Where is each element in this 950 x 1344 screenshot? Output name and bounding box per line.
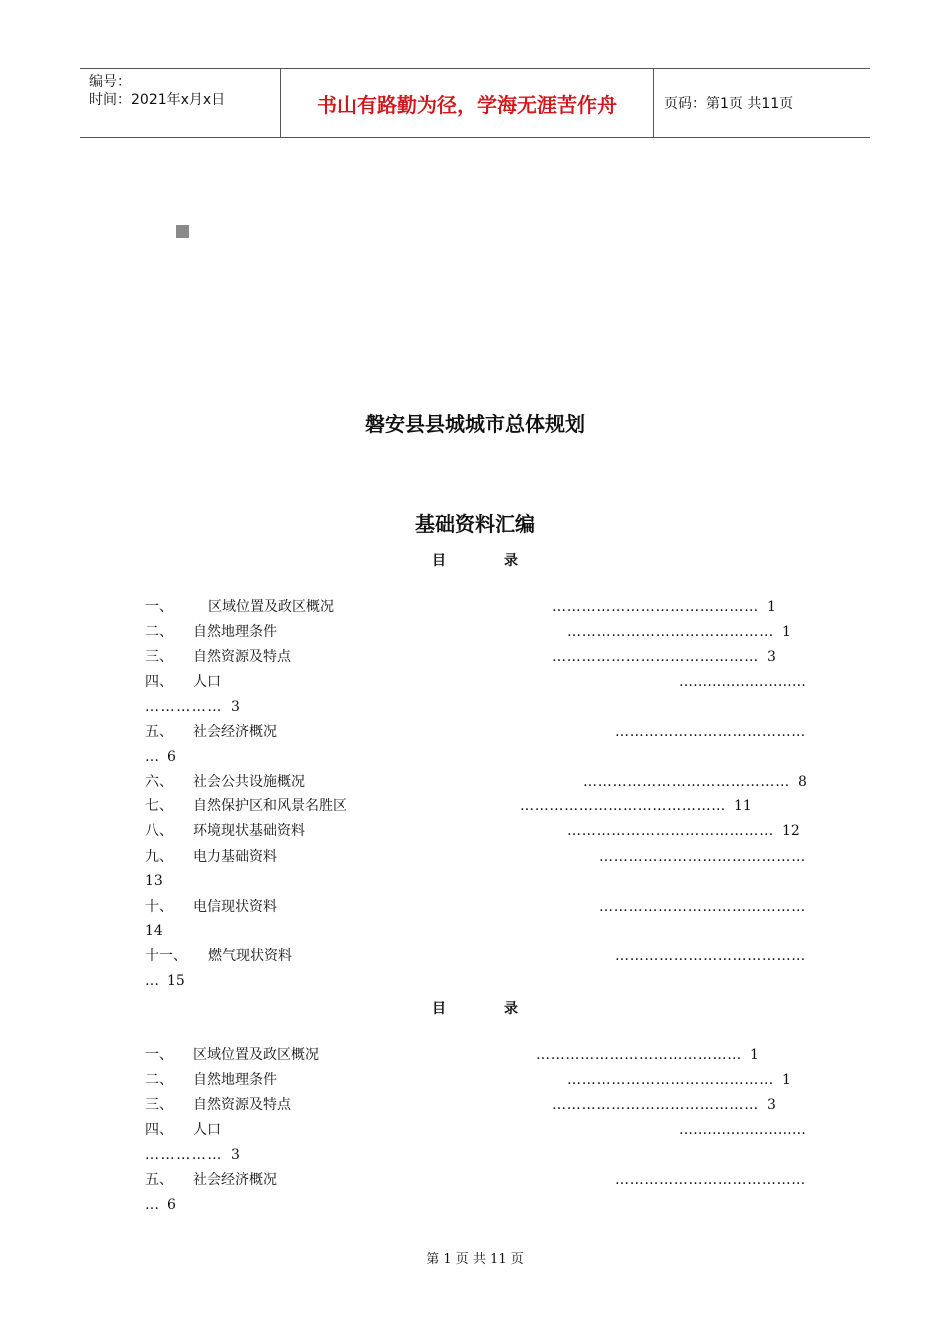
toc-entry-page: 3 <box>767 649 776 665</box>
toc-entry-leader-dots: … <box>145 973 159 989</box>
toc-entry-page: 8 <box>798 774 807 790</box>
toc-entry-page: 3 <box>231 699 240 715</box>
toc-entry-label: 人口 <box>193 1122 221 1138</box>
toc-entry-number: 三、 <box>145 1097 173 1113</box>
toc-entry-label: 社会公共设施概况 <box>193 774 305 790</box>
header-page-info: 页码：第1页 共11页 <box>664 96 794 112</box>
square-bullet-icon <box>176 225 189 238</box>
toc-heading-left: 目 <box>432 553 446 569</box>
toc-entry-leader-dots: …………………………………… <box>552 649 759 665</box>
toc-entry-page: 6 <box>167 1197 176 1213</box>
number-label: 编号： <box>89 74 131 90</box>
toc-entry-label: 环境现状基础资料 <box>193 823 305 839</box>
toc-entry-number: 三、 <box>145 649 173 665</box>
page-header <box>80 68 870 138</box>
toc-heading-left: 目 <box>432 1001 446 1017</box>
toc-heading-right: 录 <box>504 553 518 569</box>
toc-entry-leader-dots: …………… <box>145 699 223 715</box>
toc-heading-1 <box>432 550 518 570</box>
document-subtitle: 基础资料汇编 <box>415 512 535 536</box>
toc-entry-label: 自然地理条件 <box>193 1072 277 1088</box>
toc-entry-label: 社会经济概况 <box>193 724 277 740</box>
toc-entry-number: 八、 <box>145 823 173 839</box>
header-meta <box>80 69 281 137</box>
document-title: 磐安县县城城市总体规划 <box>365 412 585 436</box>
toc-entry-number: 七、 <box>145 798 173 814</box>
toc-entry-page: 1 <box>767 599 776 615</box>
toc-entry-label: 燃气现状资料 <box>208 948 292 964</box>
toc-entry-label: 人口 <box>193 674 221 690</box>
toc-entry-leader-dots: …………………………………… <box>552 599 759 615</box>
toc-entry-page: 13 <box>145 873 163 889</box>
header-motto: 书山有路勤为径，学海无涯苦作舟 <box>281 69 654 137</box>
toc-entry-leader-dots: …………………………………… <box>599 899 806 915</box>
toc-entry-number: 九、 <box>145 849 173 865</box>
toc-entry-page: 3 <box>767 1097 776 1113</box>
toc-entry-leader-dots: ……………………… <box>679 674 806 690</box>
toc-entry-page: 1 <box>782 1072 791 1088</box>
toc-entry-number: 五、 <box>145 1172 173 1188</box>
toc-entry-leader-dots: ………………………………… <box>615 948 806 964</box>
toc-entry-number: 二、 <box>145 1072 173 1088</box>
toc-entry-leader-dots: …………………………………… <box>567 1072 774 1088</box>
toc-entry-label: 自然资源及特点 <box>193 649 291 665</box>
toc-entry-leader-dots: …………………………………… <box>567 624 774 640</box>
toc-entry-label: 电力基础资料 <box>193 849 277 865</box>
toc-entry-page: 14 <box>145 923 163 939</box>
toc-entry-page: 3 <box>231 1147 240 1163</box>
toc-entry-number: 二、 <box>145 624 173 640</box>
toc-entry-number: 十一、 <box>145 948 187 964</box>
toc-entry-leader-dots: …………… <box>145 1147 223 1163</box>
toc-entry-leader-dots: ……………………… <box>679 1122 806 1138</box>
toc-heading-right: 录 <box>504 1001 518 1017</box>
toc-entry-label: 电信现状资料 <box>193 899 277 915</box>
toc-entry-leader-dots: …………………………………… <box>520 798 726 814</box>
time-label: 时间：2021年x月x日 <box>89 92 226 108</box>
toc-entry-leader-dots: ………………………………… <box>615 724 806 740</box>
toc-entry-leader-dots: …………………………………… <box>552 1097 759 1113</box>
toc-entry-number: 六、 <box>145 774 173 790</box>
page-footer: 第 1 页 共 11 页 <box>426 1252 524 1267</box>
toc-entry-number: 五、 <box>145 724 173 740</box>
toc-entry-label: 区域位置及政区概况 <box>193 1047 319 1063</box>
toc-entry-leader-dots: … <box>145 749 159 765</box>
toc-entry-label: 自然保护区和风景名胜区 <box>193 798 347 814</box>
toc-entry-page: 1 <box>750 1047 759 1063</box>
toc-entry-page: 11 <box>734 798 752 814</box>
toc-entry-page: 12 <box>782 823 800 839</box>
toc-entry-label: 自然资源及特点 <box>193 1097 291 1113</box>
toc-entry-label: 社会经济概况 <box>193 1172 277 1188</box>
toc-entry-leader-dots: …………………………………… <box>599 849 806 865</box>
toc-heading-2 <box>432 998 518 1018</box>
toc-entry-leader-dots: … <box>145 1197 159 1213</box>
toc-entry-leader-dots: …………………………………… <box>567 823 774 839</box>
toc-entry-number: 四、 <box>145 1122 173 1138</box>
toc-entry-page: 6 <box>167 749 176 765</box>
toc-entry-number: 一、 <box>145 599 173 615</box>
toc-entry-page: 1 <box>782 624 791 640</box>
toc-entry-label: 自然地理条件 <box>193 624 277 640</box>
toc-entry-number: 一、 <box>145 1047 173 1063</box>
toc-entry-number: 十、 <box>145 899 173 915</box>
toc-entry-label: 区域位置及政区概况 <box>208 599 334 615</box>
toc-entry-number: 四、 <box>145 674 173 690</box>
toc-entry-leader-dots: …………………………………… <box>536 1047 742 1063</box>
toc-entry-leader-dots: …………………………………… <box>583 774 790 790</box>
toc-entry-leader-dots: ………………………………… <box>615 1172 806 1188</box>
toc-entry-page: 15 <box>167 973 185 989</box>
